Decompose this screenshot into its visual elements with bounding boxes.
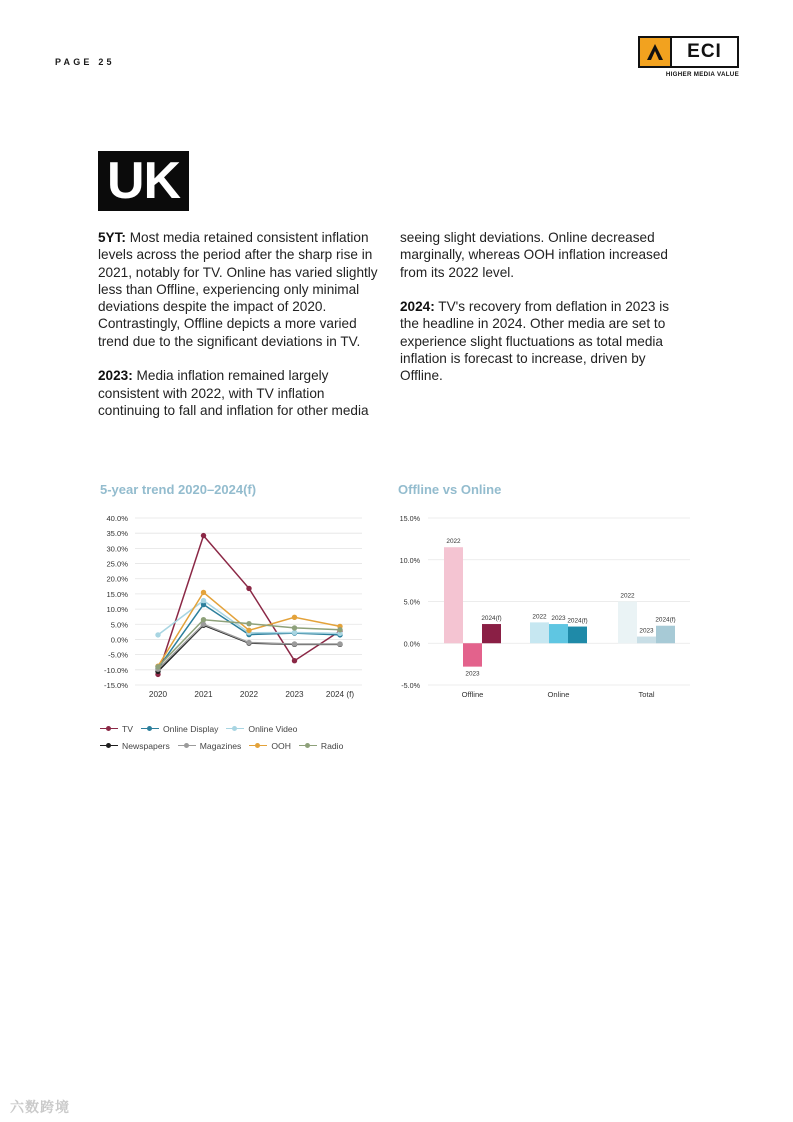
x-tick-label: Online — [547, 690, 570, 699]
bar-chart — [392, 505, 697, 705]
country-heading: UK — [98, 151, 189, 211]
y-tick-label: 15.0% — [399, 514, 420, 523]
logo-tagline: HIGHER MEDIA VALUE — [665, 71, 739, 78]
bar-offline-2023 — [463, 643, 482, 666]
legend-item — [249, 741, 291, 751]
paragraph-body: Media inflation remained largely consistent with 2022, with TV inflation continuing to fall and inflation for other media — [98, 368, 369, 418]
x-tick-label: 2020 — [148, 690, 168, 699]
bar-data-label: 2023 — [465, 670, 480, 678]
legend-label: TV — [122, 723, 133, 734]
legend-swatch-icon — [141, 725, 159, 733]
x-tick-label: Total — [638, 690, 655, 699]
series-line-tv — [158, 536, 340, 675]
paragraph-lead: 5YT: — [98, 230, 126, 245]
paragraph-body: TV's recovery from deflation in 2023 is the headline in 2024. Other media are set to experience slight fluctuations as total media inflation is forecast to increase, driven by Offline. — [400, 299, 670, 384]
legend-label: Online Video — [248, 723, 298, 734]
data-point — [292, 641, 297, 646]
y-tick-label: 0.0% — [403, 639, 420, 649]
paragraph-lead: 2024: — [400, 299, 435, 315]
line-chart-title: 5-year trend 2020–2024(f) — [100, 482, 257, 497]
data-point — [292, 658, 297, 663]
y-tick-label: 10.0% — [399, 555, 420, 565]
data-point — [201, 617, 206, 622]
y-tick-label: 35.0% — [106, 529, 128, 539]
y-tick-label: 20.0% — [106, 574, 128, 584]
legend-label: OOH — [271, 740, 291, 751]
eci-logo — [638, 36, 739, 78]
data-point — [292, 615, 297, 620]
text-column-right — [400, 229, 690, 402]
bar-data-label: 2023 — [551, 615, 566, 623]
y-tick-label: 5.0% — [110, 620, 128, 630]
y-tick-label: 40.0% — [106, 514, 128, 523]
legend-swatch-icon — [299, 742, 317, 750]
data-point — [337, 627, 342, 632]
bar-data-label: 2022 — [620, 592, 635, 600]
watermark: 六数跨境 — [10, 1099, 70, 1115]
legend-label: Online Display — [162, 723, 219, 734]
data-point — [246, 640, 251, 645]
data-point — [292, 625, 297, 630]
data-point — [337, 641, 342, 646]
y-tick-label: 15.0% — [106, 589, 128, 599]
logo-wordmark: ECI — [687, 41, 722, 62]
data-point — [201, 598, 206, 603]
paragraph-2023-continued: seeing slight deviations. Online decreased marginally, whereas OOH inflation increased from its 2022 level. — [400, 230, 668, 280]
y-tick-label: 25.0% — [106, 559, 128, 569]
legend-item — [178, 741, 242, 751]
data-point — [201, 590, 206, 595]
bar-online-2022 — [530, 622, 549, 643]
bar-data-label: 2024(f) — [655, 616, 676, 624]
line-chart — [90, 505, 380, 705]
legend-item — [226, 724, 297, 734]
legend-swatch-icon — [249, 742, 267, 750]
data-point — [155, 664, 160, 669]
legend-swatch-icon — [100, 742, 118, 750]
data-point — [246, 628, 251, 633]
legend-swatch-icon — [226, 725, 244, 733]
legend-swatch-icon — [178, 742, 196, 750]
bar-total-2023 — [637, 637, 656, 644]
y-tick-label: 10.0% — [106, 605, 128, 615]
y-tick-label: -5.0% — [108, 650, 128, 660]
bar-data-label: 2023 — [639, 627, 654, 635]
bar-data-label: 2022 — [446, 538, 461, 546]
paragraph-2023 — [98, 367, 388, 419]
legend-label: Magazines — [199, 740, 242, 751]
bar-total-2024f — [656, 626, 675, 644]
text-column-left — [98, 229, 388, 437]
paragraph-body: Most media retained consistent inflation levels across the period after the sharp rise in 2021, notably for TV. Online has varied slightly less than Offline, experiencing only minimal deviations despite the impact of 2020. Contrastingly, Offline depicts a more varied trend due to the significant deviations in TV. — [98, 230, 378, 349]
y-tick-label: -15.0% — [103, 681, 128, 690]
paragraph-lead: 2023: — [98, 368, 133, 384]
legend-label: Radio — [320, 740, 344, 751]
bar-total-2022 — [618, 602, 637, 644]
bar-offline-2022 — [444, 547, 463, 643]
y-tick-label: -5.0% — [401, 681, 420, 690]
bar-online-2023 — [549, 624, 568, 643]
legend-item — [299, 741, 343, 751]
bar-offline-2024f — [482, 624, 501, 643]
y-tick-label: 5.0% — [403, 597, 420, 607]
legend-label: Newspapers — [122, 740, 170, 751]
bar-online-2024f — [568, 627, 587, 644]
legend-swatch-icon — [100, 725, 118, 733]
bar-data-label: 2022 — [532, 613, 547, 621]
legend-item — [100, 741, 170, 751]
paragraph-5yt — [98, 229, 388, 350]
y-tick-label: -10.0% — [103, 665, 128, 675]
x-tick-label: 2021 — [194, 690, 213, 699]
bar-chart-title: Offline vs Online — [398, 482, 502, 497]
x-tick-label: Offline — [461, 690, 484, 699]
page-number: PAGE 25 — [55, 57, 115, 67]
data-point — [155, 632, 160, 637]
data-point — [201, 533, 206, 538]
legend-item — [141, 724, 218, 734]
legend-item — [100, 724, 133, 734]
y-tick-label: 30.0% — [106, 544, 128, 554]
x-tick-label: 2023 — [285, 690, 304, 699]
data-point — [246, 621, 251, 626]
line-chart-legend — [100, 720, 400, 754]
x-tick-label: 2022 — [239, 690, 259, 699]
bar-data-label: 2024(f) — [567, 617, 588, 625]
bar-data-label: 2024(f) — [481, 615, 502, 623]
x-tick-label: 2024 (f) — [325, 690, 355, 699]
eci-triangle-icon — [640, 38, 672, 66]
paragraph-2024 — [400, 298, 690, 384]
y-tick-label: 0.0% — [110, 635, 128, 645]
data-point — [246, 586, 251, 591]
